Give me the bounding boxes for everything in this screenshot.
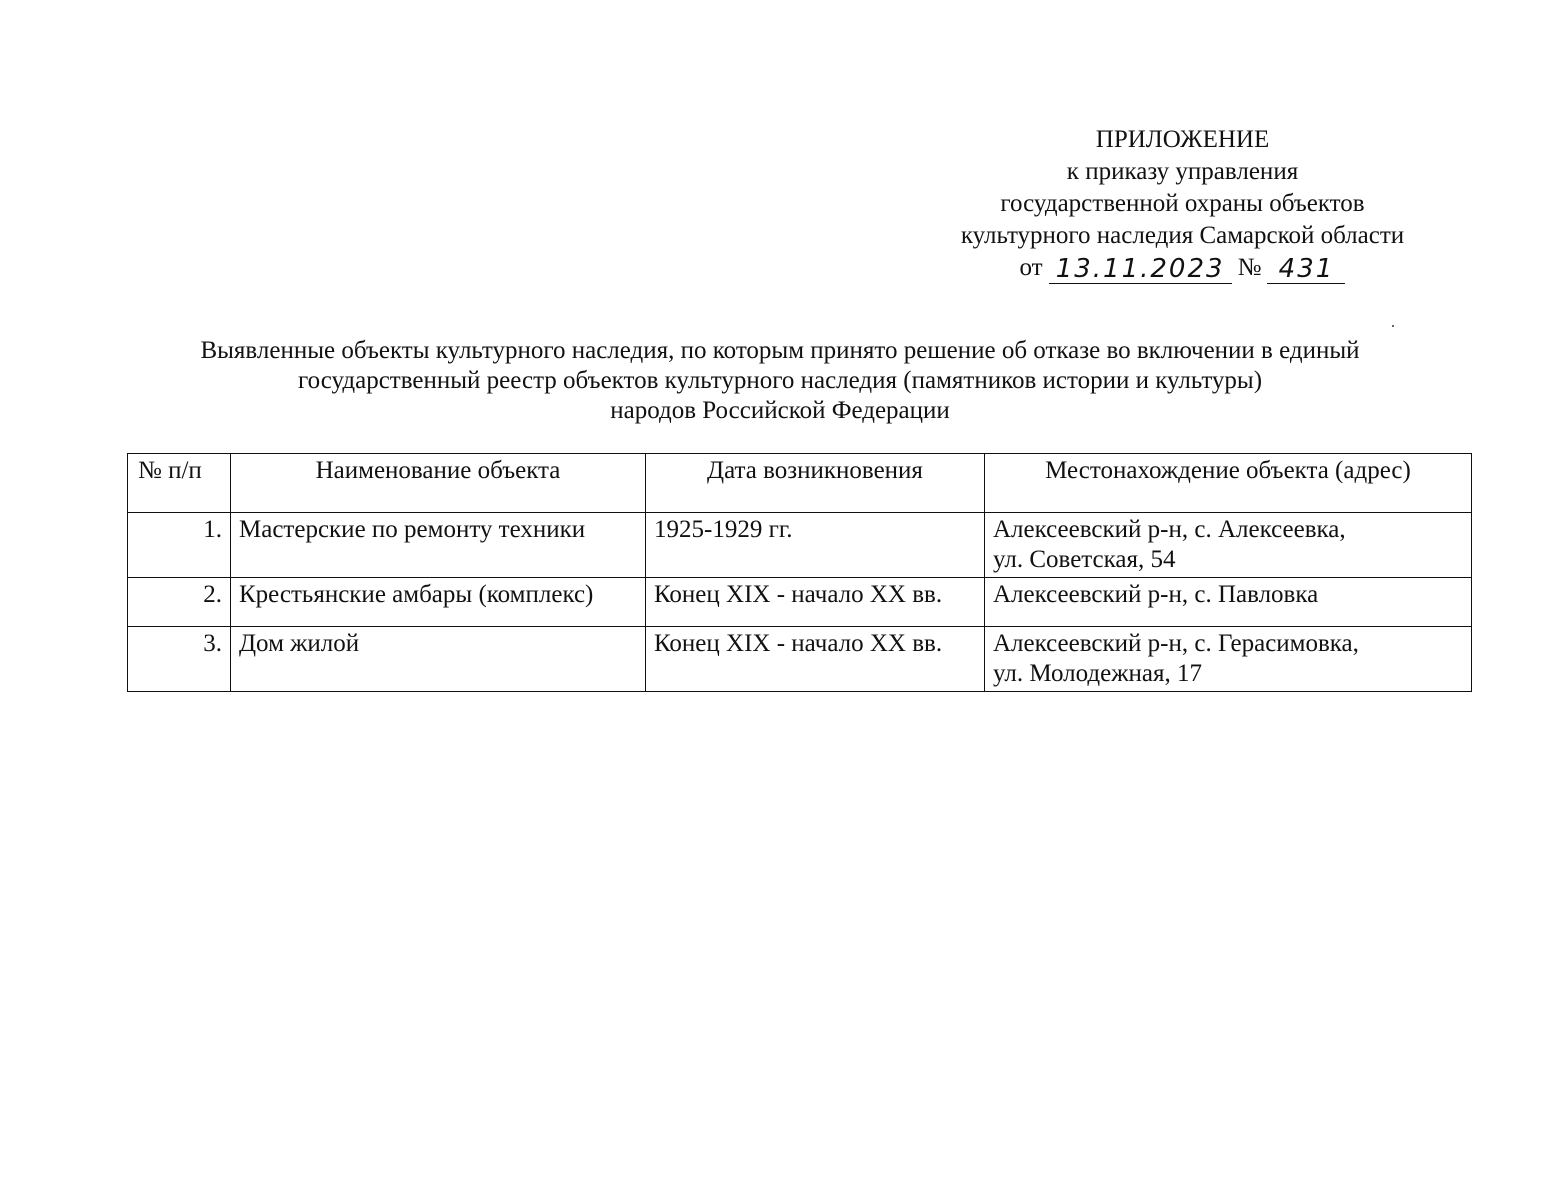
header-date: Дата возникновения xyxy=(646,454,985,513)
header-num: № п/п xyxy=(128,454,231,513)
row-date: Конец XIX - начало XX вв. xyxy=(646,627,985,692)
title-line-2: государственный реестр объектов культурного наследия (памятников истории и культуры) xyxy=(297,367,1263,394)
row-date: Конец XIX - начало XX вв. xyxy=(646,578,985,627)
table-row xyxy=(128,578,1472,627)
document-title xyxy=(130,336,1430,426)
appendix-heading: ПРИЛОЖЕНИЕ xyxy=(1095,126,1270,153)
row-address xyxy=(985,578,1472,627)
row-num: 3. xyxy=(128,627,231,692)
date-number-row xyxy=(1020,252,1346,284)
title-line-3: народов Российской Федерации xyxy=(610,397,950,424)
row-name: Мастерские по ремонту техники xyxy=(231,513,646,578)
table-header-row xyxy=(128,454,1472,513)
row-address xyxy=(985,513,1472,578)
table-row xyxy=(128,513,1472,578)
order-date-number-line xyxy=(930,252,1435,284)
address-line-2: ул. Молодежная, 17 xyxy=(993,660,1202,687)
header-name: Наименование объекта xyxy=(231,454,646,513)
row-name: Дом жилой xyxy=(231,627,646,692)
row-address xyxy=(985,627,1472,692)
address-line-1: Алексеевский р-н, с. Алексеевка, xyxy=(993,516,1346,543)
row-name: Крестьянские амбары (комплекс) xyxy=(231,578,646,627)
title-line-1: Выявленные объекты культурного наследия, по которым принято решение об отказе во включении в единый xyxy=(200,337,1360,364)
date-prefix: от xyxy=(1019,254,1043,281)
appendix-block xyxy=(930,124,1435,284)
row-num: 2. xyxy=(128,578,231,627)
address-line-1: Алексеевский р-н, с. Павловка xyxy=(993,581,1319,608)
scan-speck xyxy=(1392,325,1394,327)
appendix-line-2: государственной охраны объектов xyxy=(1000,190,1365,217)
row-date: 1925-1929 гг. xyxy=(646,513,985,578)
heritage-objects-table xyxy=(127,453,1472,692)
appendix-line-3: культурного наследия Самарской области xyxy=(960,222,1405,249)
address-line-2: ул. Советская, 54 xyxy=(993,546,1176,573)
row-num: 1. xyxy=(128,513,231,578)
appendix-line-1: к приказу управления xyxy=(1066,158,1299,185)
handwritten-number: 431 xyxy=(1267,255,1345,284)
number-prefix: № xyxy=(1237,254,1262,281)
handwritten-date: 13.11.2023 xyxy=(1049,255,1232,284)
table-row xyxy=(128,627,1472,692)
header-address: Местонахождение объекта (адрес) xyxy=(985,454,1472,513)
address-line-1: Алексеевский р-н, с. Герасимовка, xyxy=(993,630,1359,657)
